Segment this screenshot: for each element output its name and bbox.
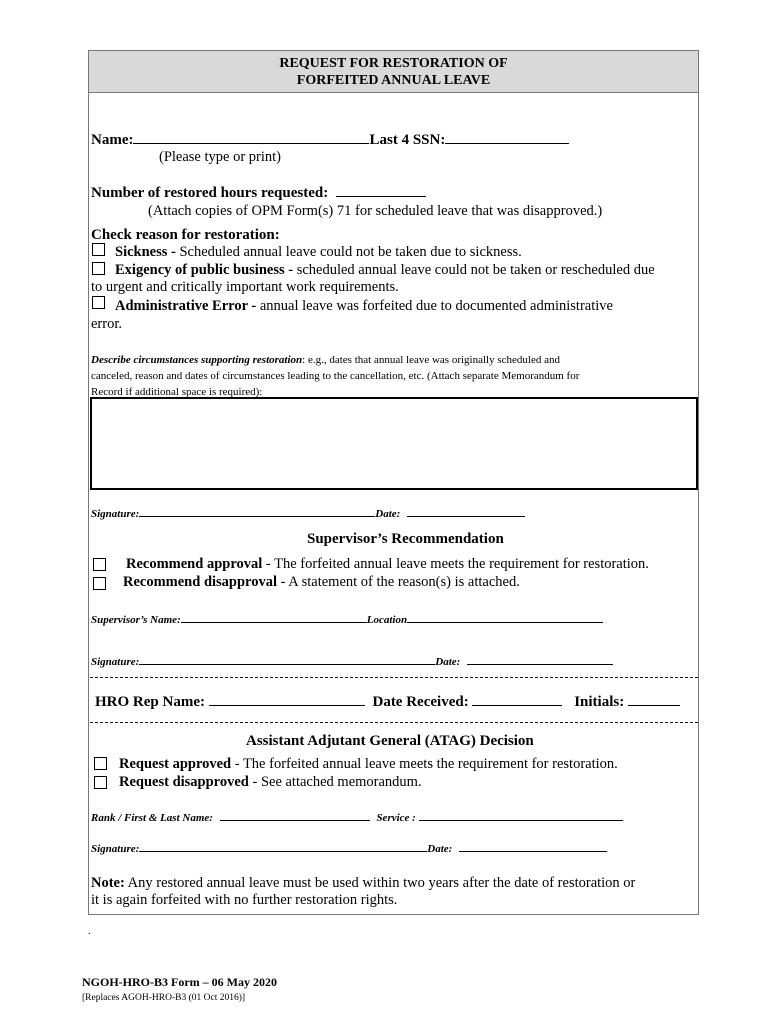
footer-dot: . [88,925,91,937]
describe-instructions [91,352,697,400]
form-title [89,51,698,93]
service-field[interactable] [419,808,623,821]
exigency-label: Exigency of public business - [115,262,294,278]
exigency-row [115,262,655,279]
sickness-label: Sickness - [115,244,176,260]
recommend-approval-row [126,556,649,573]
name-field[interactable] [133,131,369,144]
ssn-label: Last 4 SSN: [369,132,446,148]
request-disapproved-label: Request disapproved [119,774,249,790]
employee-signature-field[interactable] [139,504,375,517]
exigency-checkbox[interactable] [92,262,105,275]
check-reason-label: Check reason for restoration: [91,227,280,243]
initials-field[interactable] [628,693,680,706]
rank-label: Rank / First & Last Name: [91,812,213,824]
supervisor-date-field[interactable] [467,652,613,665]
hours-field[interactable] [336,184,426,197]
request-approved-checkbox[interactable] [94,757,107,770]
hours-row [91,184,426,202]
supervisor-heading: Supervisor’s Recommendation [307,531,504,547]
hro-rep-label: HRO Rep Name: [95,694,205,710]
admin-error-text: annual leave was forfeited due to documented administrative [256,298,613,314]
service-label: Service : [376,812,416,824]
circumstances-textarea[interactable] [90,397,698,490]
replaces-note: [Replaces AGOH-HRO-B3 (01 Oct 2016)] [82,993,246,1003]
recommend-disapproval-label: Recommend disapproval [123,574,278,590]
ssn-field[interactable] [445,131,569,144]
location-label: Location [366,614,408,626]
rank-row [91,808,623,824]
recommend-approval-checkbox[interactable] [93,558,106,571]
request-approved-row [119,756,618,773]
note-line-1: Any restored annual leave must be used within two years after the date of restoration or [124,875,636,891]
admin-error-row [115,298,613,315]
sickness-checkbox[interactable] [92,243,105,256]
location-field[interactable] [407,610,603,623]
admin-error-label: Administrative Error - [115,298,257,314]
form-id: NGOH-HRO-B3 Form – 06 May 2020 [82,975,277,989]
supervisor-name-row [91,610,603,626]
note-label: Note: [91,875,125,891]
sickness-row [115,244,522,261]
employee-date-field[interactable] [407,504,525,517]
please-print: (Please type or print) [159,149,282,165]
request-disapproved-text: - See attached memorandum. [248,774,422,790]
exigency-text: scheduled annual leave could not be taken or rescheduled due [293,262,655,278]
request-disapproved-checkbox[interactable] [94,776,107,789]
rank-field[interactable] [220,808,370,821]
atag-signature-field[interactable] [139,839,427,852]
atag-signature-row [91,839,607,855]
date-label: Date: [375,508,401,520]
initials-label: Initials: [574,694,625,710]
describe-label: Describe circumstances supporting restoration [91,354,303,366]
admin-error-continued: error. [91,316,122,332]
supervisor-signature-label: Signature: [91,656,140,668]
name-label: Name: [91,132,134,148]
atag-date-field[interactable] [459,839,607,852]
hro-row [95,693,680,711]
atag-signature-label: Signature: [91,843,140,855]
hro-rep-field[interactable] [209,693,365,706]
supervisor-date-label: Date: [435,656,461,668]
recommend-approval-label: Recommend approval [126,556,263,572]
recommend-disapproval-checkbox[interactable] [93,577,106,590]
signature-label: Signature: [91,508,140,520]
date-received-label: Date Received: [372,694,469,710]
name-row [91,131,569,149]
hours-label: Number of restored hours requested: [91,185,329,201]
date-received-field[interactable] [472,693,562,706]
exigency-continued: to urgent and critically important work requirements. [91,279,399,295]
recommend-approval-text: - The forfeited annual leave meets the requirement for restoration. [262,556,649,572]
supervisor-name-label: Supervisor’s Name: [91,614,181,626]
supervisor-signature-row [91,652,613,668]
recommend-disapproval-row [123,574,520,591]
attach-note: (Attach copies of OPM Form(s) 71 for scheduled leave that was disapproved.) [148,203,603,219]
divider-dashed-bottom [90,722,698,723]
request-approved-label: Request approved [119,756,232,772]
atag-date-label: Date: [427,843,453,855]
supervisor-name-field[interactable] [181,610,367,623]
recommend-disapproval-text: - A statement of the reason(s) is attached. [277,574,520,590]
supervisor-signature-field[interactable] [139,652,435,665]
note-line-2: it is again forfeited with no further restoration rights. [91,892,398,908]
sickness-text: Scheduled annual leave could not be taken due to sickness. [175,244,522,260]
describe-text-2: canceled, reason and dates of circumstances leading to the cancellation, etc. (Attach separate Memorandum for [91,370,580,382]
describe-text-1: : e.g., dates that annual leave was originally scheduled and [302,354,560,366]
divider-dashed-top [90,677,698,678]
request-disapproved-row [119,774,422,791]
describe-text-3: Record if additional space is required): [91,386,263,398]
request-approved-text: - The forfeited annual leave meets the requirement for restoration. [231,756,618,772]
note [91,875,695,909]
title-line-2: FORFEITED ANNUAL LEAVE [296,73,491,88]
title-line-1: REQUEST FOR RESTORATION OF [279,56,508,71]
employee-signature-row [91,504,525,520]
admin-error-checkbox[interactable] [92,296,105,309]
atag-heading: Assistant Adjutant General (ATAG) Decision [246,733,534,749]
